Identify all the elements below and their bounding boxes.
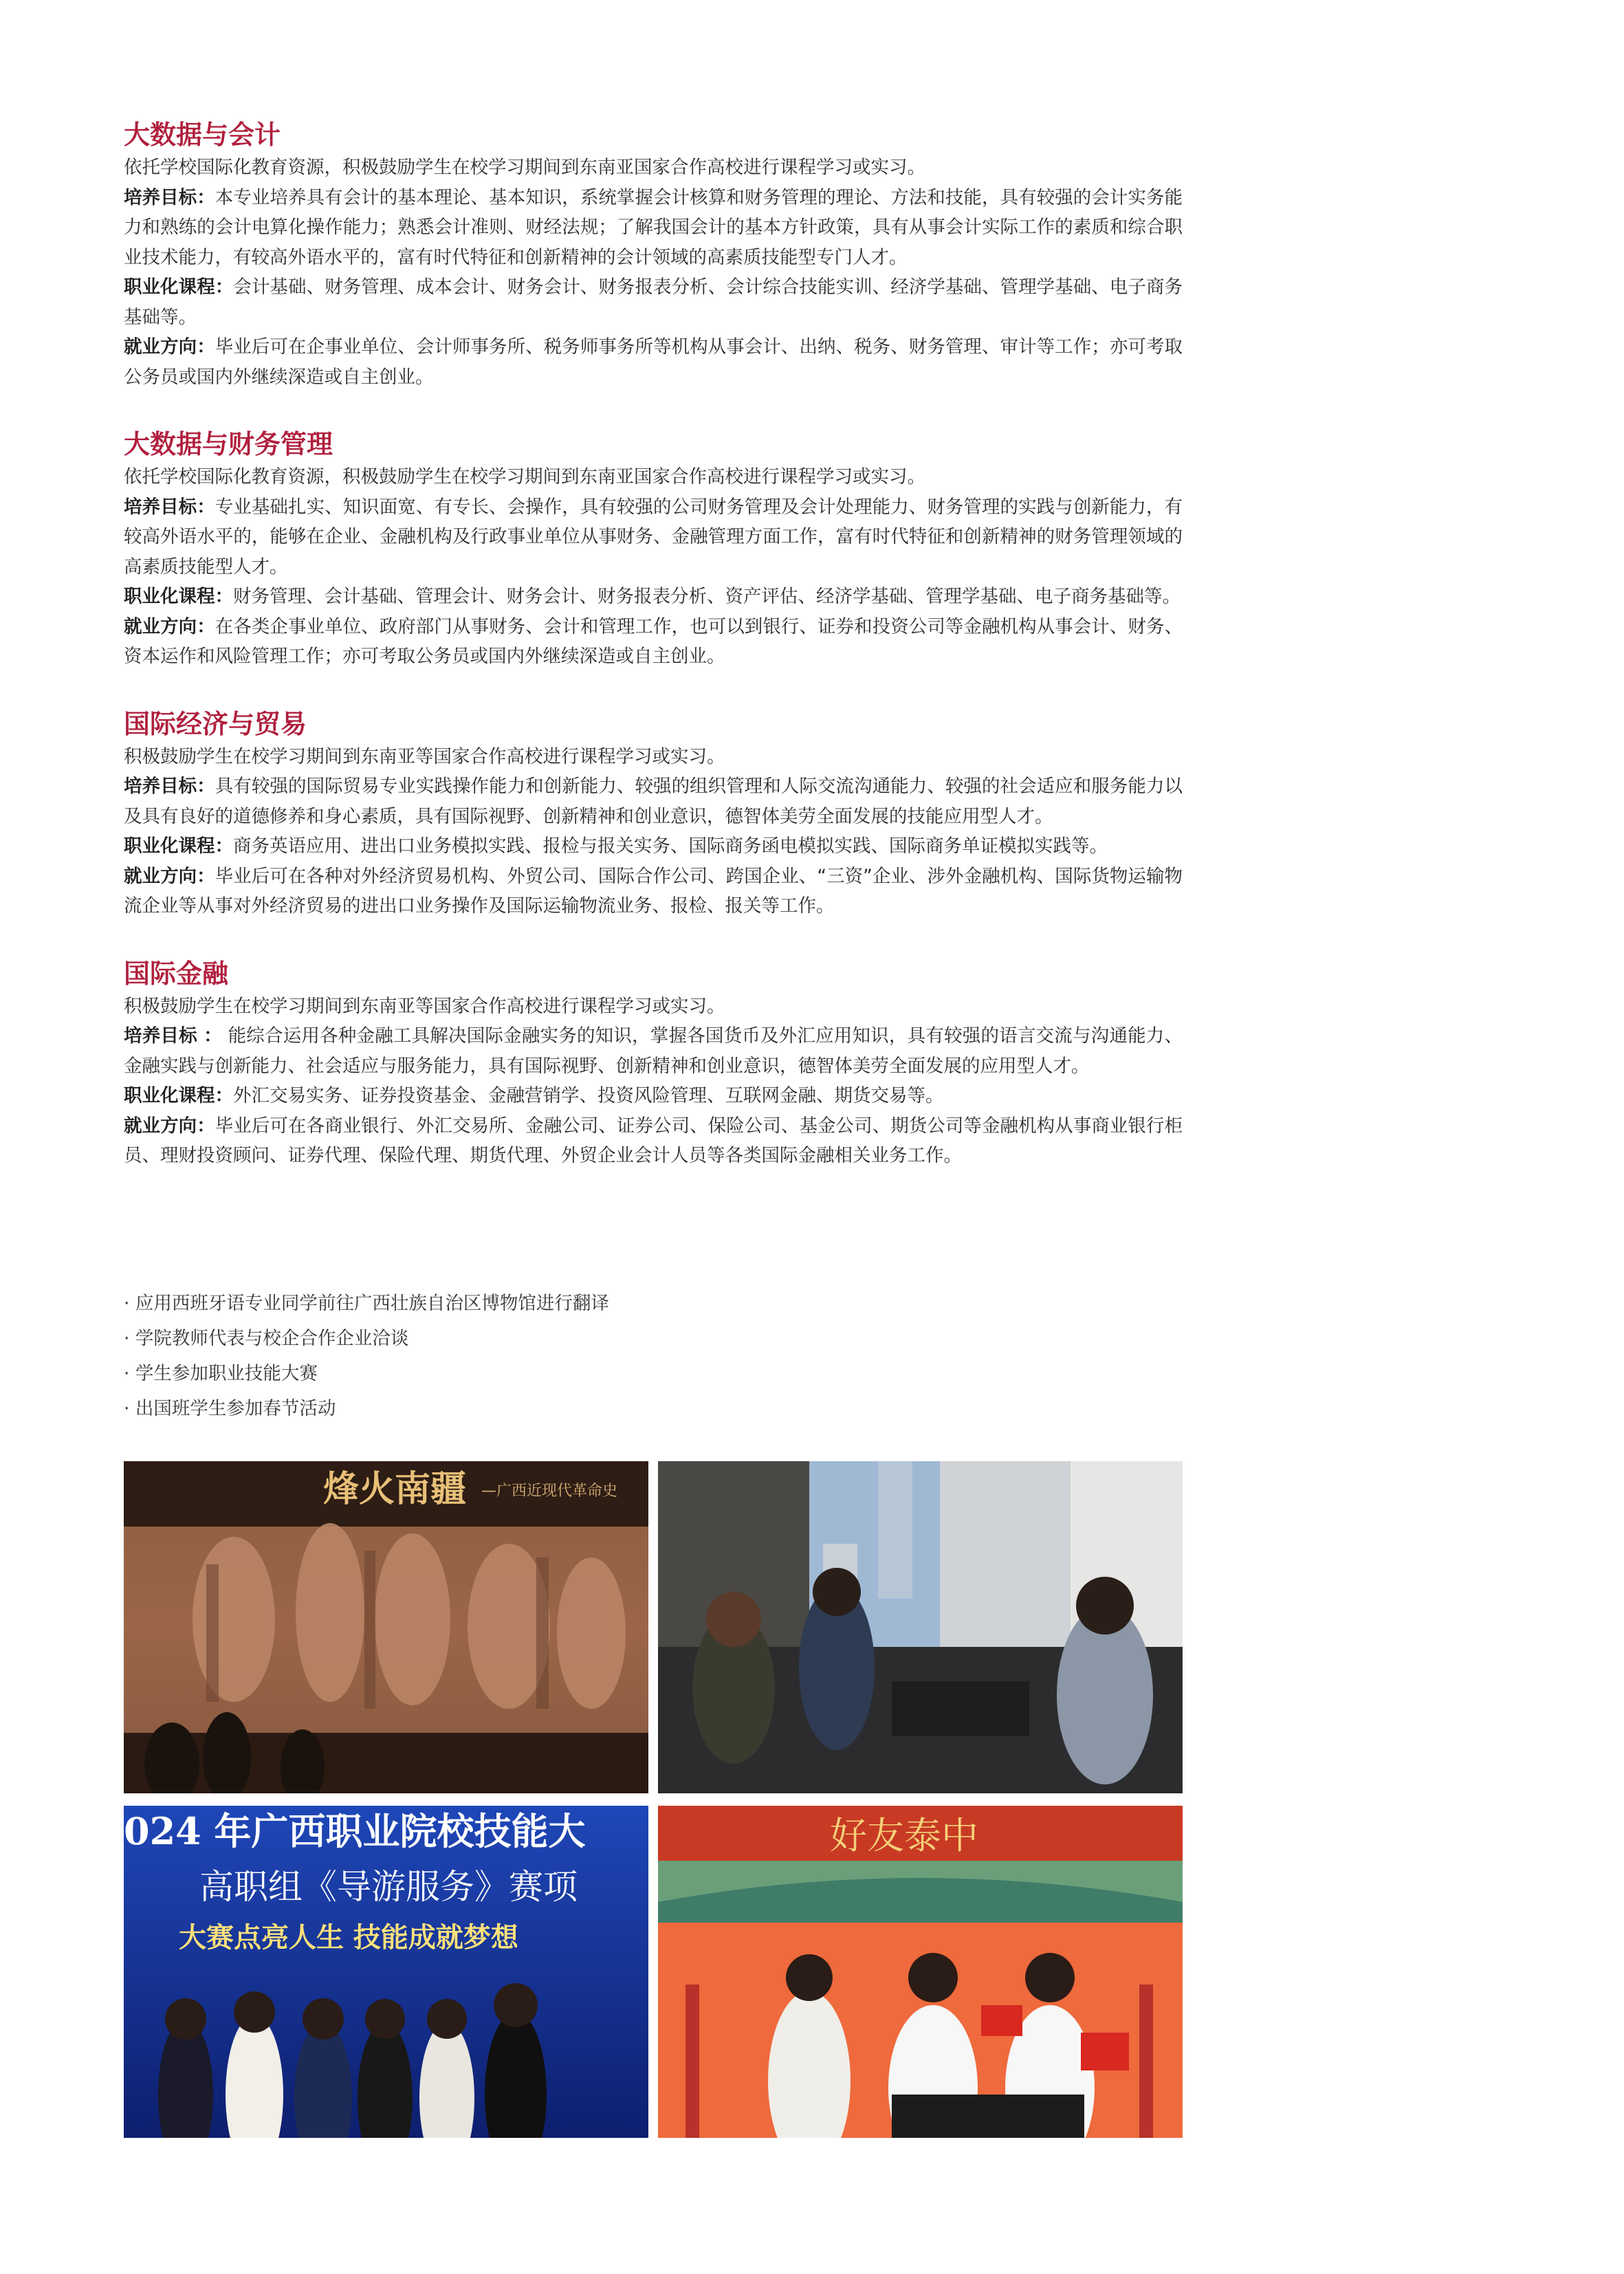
goal-text: 专业基础扎实、知识面宽、有专长、会操作，具有较强的公司财务管理及会计处理能力、财务管理的实践与创新能力，有较高外语水平的，能够在企业、金融机构及行政事业单位从事财务、金融管理方面工作，富有时代特征和创新精神的财务管理领域的高素质技能型人才。 — [124, 496, 1183, 578]
job-label: 就业方向： — [124, 615, 215, 637]
museum-photo — [124, 1461, 648, 1793]
section-international-finance — [124, 956, 1183, 1171]
job-label: 就业方向： — [124, 336, 215, 358]
course-paragraph — [124, 582, 1183, 612]
meeting-photo — [658, 1461, 1183, 1793]
course-text: 会计基础、财务管理、成本会计、财务会计、财务报表分析、会计综合技能实训、经济学基础、管理学基础、电子商务基础等。 — [124, 276, 1183, 328]
section-international-trade — [124, 706, 1183, 921]
section-title: 大数据与财务管理 — [124, 429, 333, 459]
course-label: 职业化课程： — [124, 276, 234, 298]
festival-banner: 好友泰中 — [830, 1814, 978, 1857]
section-title: 国际金融 — [124, 958, 229, 989]
section-title: 国际经济与贸易 — [124, 708, 307, 739]
section-intro: 依托学校国际化教育资源，积极鼓励学生在校学习期间到东南亚国家合作高校进行课程学习或实习。 — [124, 157, 925, 178]
photo-grid — [124, 1461, 1183, 2138]
job-text: 毕业后可在各商业银行、外汇交易所、金融公司、证券公司、保险公司、基金公司、期货公司等金融机构从事商业银行柜员、理财投资顾问、证券代理、保险代理、期货代理、外贸企业会计人员等各类国际金融相关业务工作。 — [124, 1115, 1183, 1166]
caption-enterprise-meeting: · 学院教师代表与校企合作企业洽谈 — [124, 1328, 409, 1349]
job-label: 就业方向： — [124, 865, 215, 887]
job-paragraph — [124, 332, 1183, 392]
goal-text: 本专业培养具有会计的基本理论、基本知识，系统掌握会计核算和财务管理的理论、方法和技能，具有较强的会计实务能力和熟练的会计电算化操作能力；熟悉会计准则、财经法规；了解我国会计的基本方针政策，具有从事会计实际工作的素质和综合职业技术能力，有较高外语水平的，富有时代特征和创新精神的会计领域的高素质技能型专门人才。 — [124, 186, 1183, 268]
section-title: 大数据与会计 — [124, 120, 281, 150]
section-big-data-finance — [124, 426, 1183, 672]
goal-text: 能综合运用各种金融工具解决国际金融实务的知识，掌握各国货币及外汇应用知识，具有较强的语言交流与沟通能力、金融实践与创新能力、社会适应与服务能力，具有国际视野、创新精神和创业意识，德智体美劳全面发展的应用型人才。 — [124, 1025, 1183, 1077]
course-text: 商务英语应用、进出口业务模拟实践、报检与报关实务、国际商务函电模拟实践、国际商务单证模拟实践等。 — [233, 835, 1108, 857]
museum-sign: 烽火南疆 — [323, 1468, 467, 1510]
course-label: 职业化课程： — [124, 1085, 233, 1106]
section-intro: 积极鼓励学生在校学习期间到东南亚等国家合作高校进行课程学习或实习。 — [124, 745, 725, 767]
section-intro: 依托学校国际化教育资源，积极鼓励学生在校学习期间到东南亚国家合作高校进行课程学习或实习。 — [124, 466, 925, 488]
course-text: 财务管理、会计基础、管理会计、财务会计、财务报表分析、资产评估、经济学基础、管理学基础、电子商务基础等。 — [233, 586, 1181, 607]
course-paragraph — [124, 272, 1183, 332]
festival-photo — [658, 1806, 1183, 2138]
photo-captions — [124, 1286, 1183, 1426]
goal-text: 具有较强的国际贸易专业实践操作能力和创新能力、较强的组织管理和人际交流沟通能力、较强的社会适应和服务能力以及具有良好的道德修养和身心素质，具有国际视野、创新精神和创业意识，德智体美劳全面发展的技能应用型人才。 — [124, 776, 1183, 827]
section-intro: 积极鼓励学生在校学习期间到东南亚等国家合作高校进行课程学习或实习。 — [124, 995, 725, 1017]
section-big-data-accounting — [124, 117, 1183, 392]
goal-paragraph — [124, 492, 1183, 582]
course-paragraph — [124, 831, 1183, 862]
caption-spring-festival: · 出国班学生参加春节活动 — [124, 1398, 336, 1419]
job-text: 毕业后可在各种对外经济贸易机构、外贸公司、国际合作公司、跨国企业、“三资”企业、涉外金融机构、国际货物运输物流企业等从事对外经济贸易的进出口业务操作及国际运输物流业务、报检、报关等工作。 — [124, 865, 1183, 917]
caption-museum-translation: · 应用西班牙语专业同学前往广西壮族自治区博物馆进行翻译 — [124, 1293, 609, 1314]
goal-paragraph — [124, 772, 1183, 831]
contest-banner-line1: 024 年广西职业院校技能大 — [124, 1809, 586, 1853]
job-paragraph — [124, 862, 1183, 921]
museum-sign-sub: —广西近现代革命史 — [481, 1483, 618, 1500]
course-label: 职业化课程： — [124, 586, 233, 607]
job-text: 毕业后可在企事业单位、会计师事务所、税务师事务所等机构从事会计、出纳、税务、财务管理、审计等工作；亦可考取公务员或国内外继续深造或自主创业。 — [124, 336, 1183, 388]
majors-content — [124, 117, 1183, 1205]
goal-label: 培养目标： — [124, 186, 215, 208]
course-paragraph — [124, 1081, 1183, 1111]
job-text: 在各类企事业单位、政府部门从事财务、会计和管理工作，也可以到银行、证券和投资公司等金融机构从事会计、财务、资本运作和风险管理工作；亦可考取公务员或国内外继续深造或自主创业。 — [124, 615, 1183, 667]
job-paragraph — [124, 612, 1183, 672]
goal-label: 培养目标： — [124, 496, 215, 518]
job-label: 就业方向： — [124, 1115, 215, 1137]
contest-photo — [124, 1806, 648, 2138]
caption-skills-contest: · 学生参加职业技能大赛 — [124, 1363, 318, 1384]
job-paragraph — [124, 1111, 1183, 1171]
goal-label: 培养目标 ： — [124, 1025, 222, 1047]
contest-banner-line3: 大赛点亮人生 技能成就梦想 — [179, 1921, 518, 1954]
contest-banner-line2: 高职组《导游服务》赛项 — [199, 1867, 578, 1907]
goal-paragraph — [124, 1021, 1183, 1081]
goal-paragraph — [124, 183, 1183, 273]
course-text: 外汇交易实务、证券投资基金、金融营销学、投资风险管理、互联网金融、期货交易等。 — [233, 1085, 944, 1106]
course-label: 职业化课程： — [124, 835, 233, 857]
goal-label: 培养目标： — [124, 776, 215, 797]
